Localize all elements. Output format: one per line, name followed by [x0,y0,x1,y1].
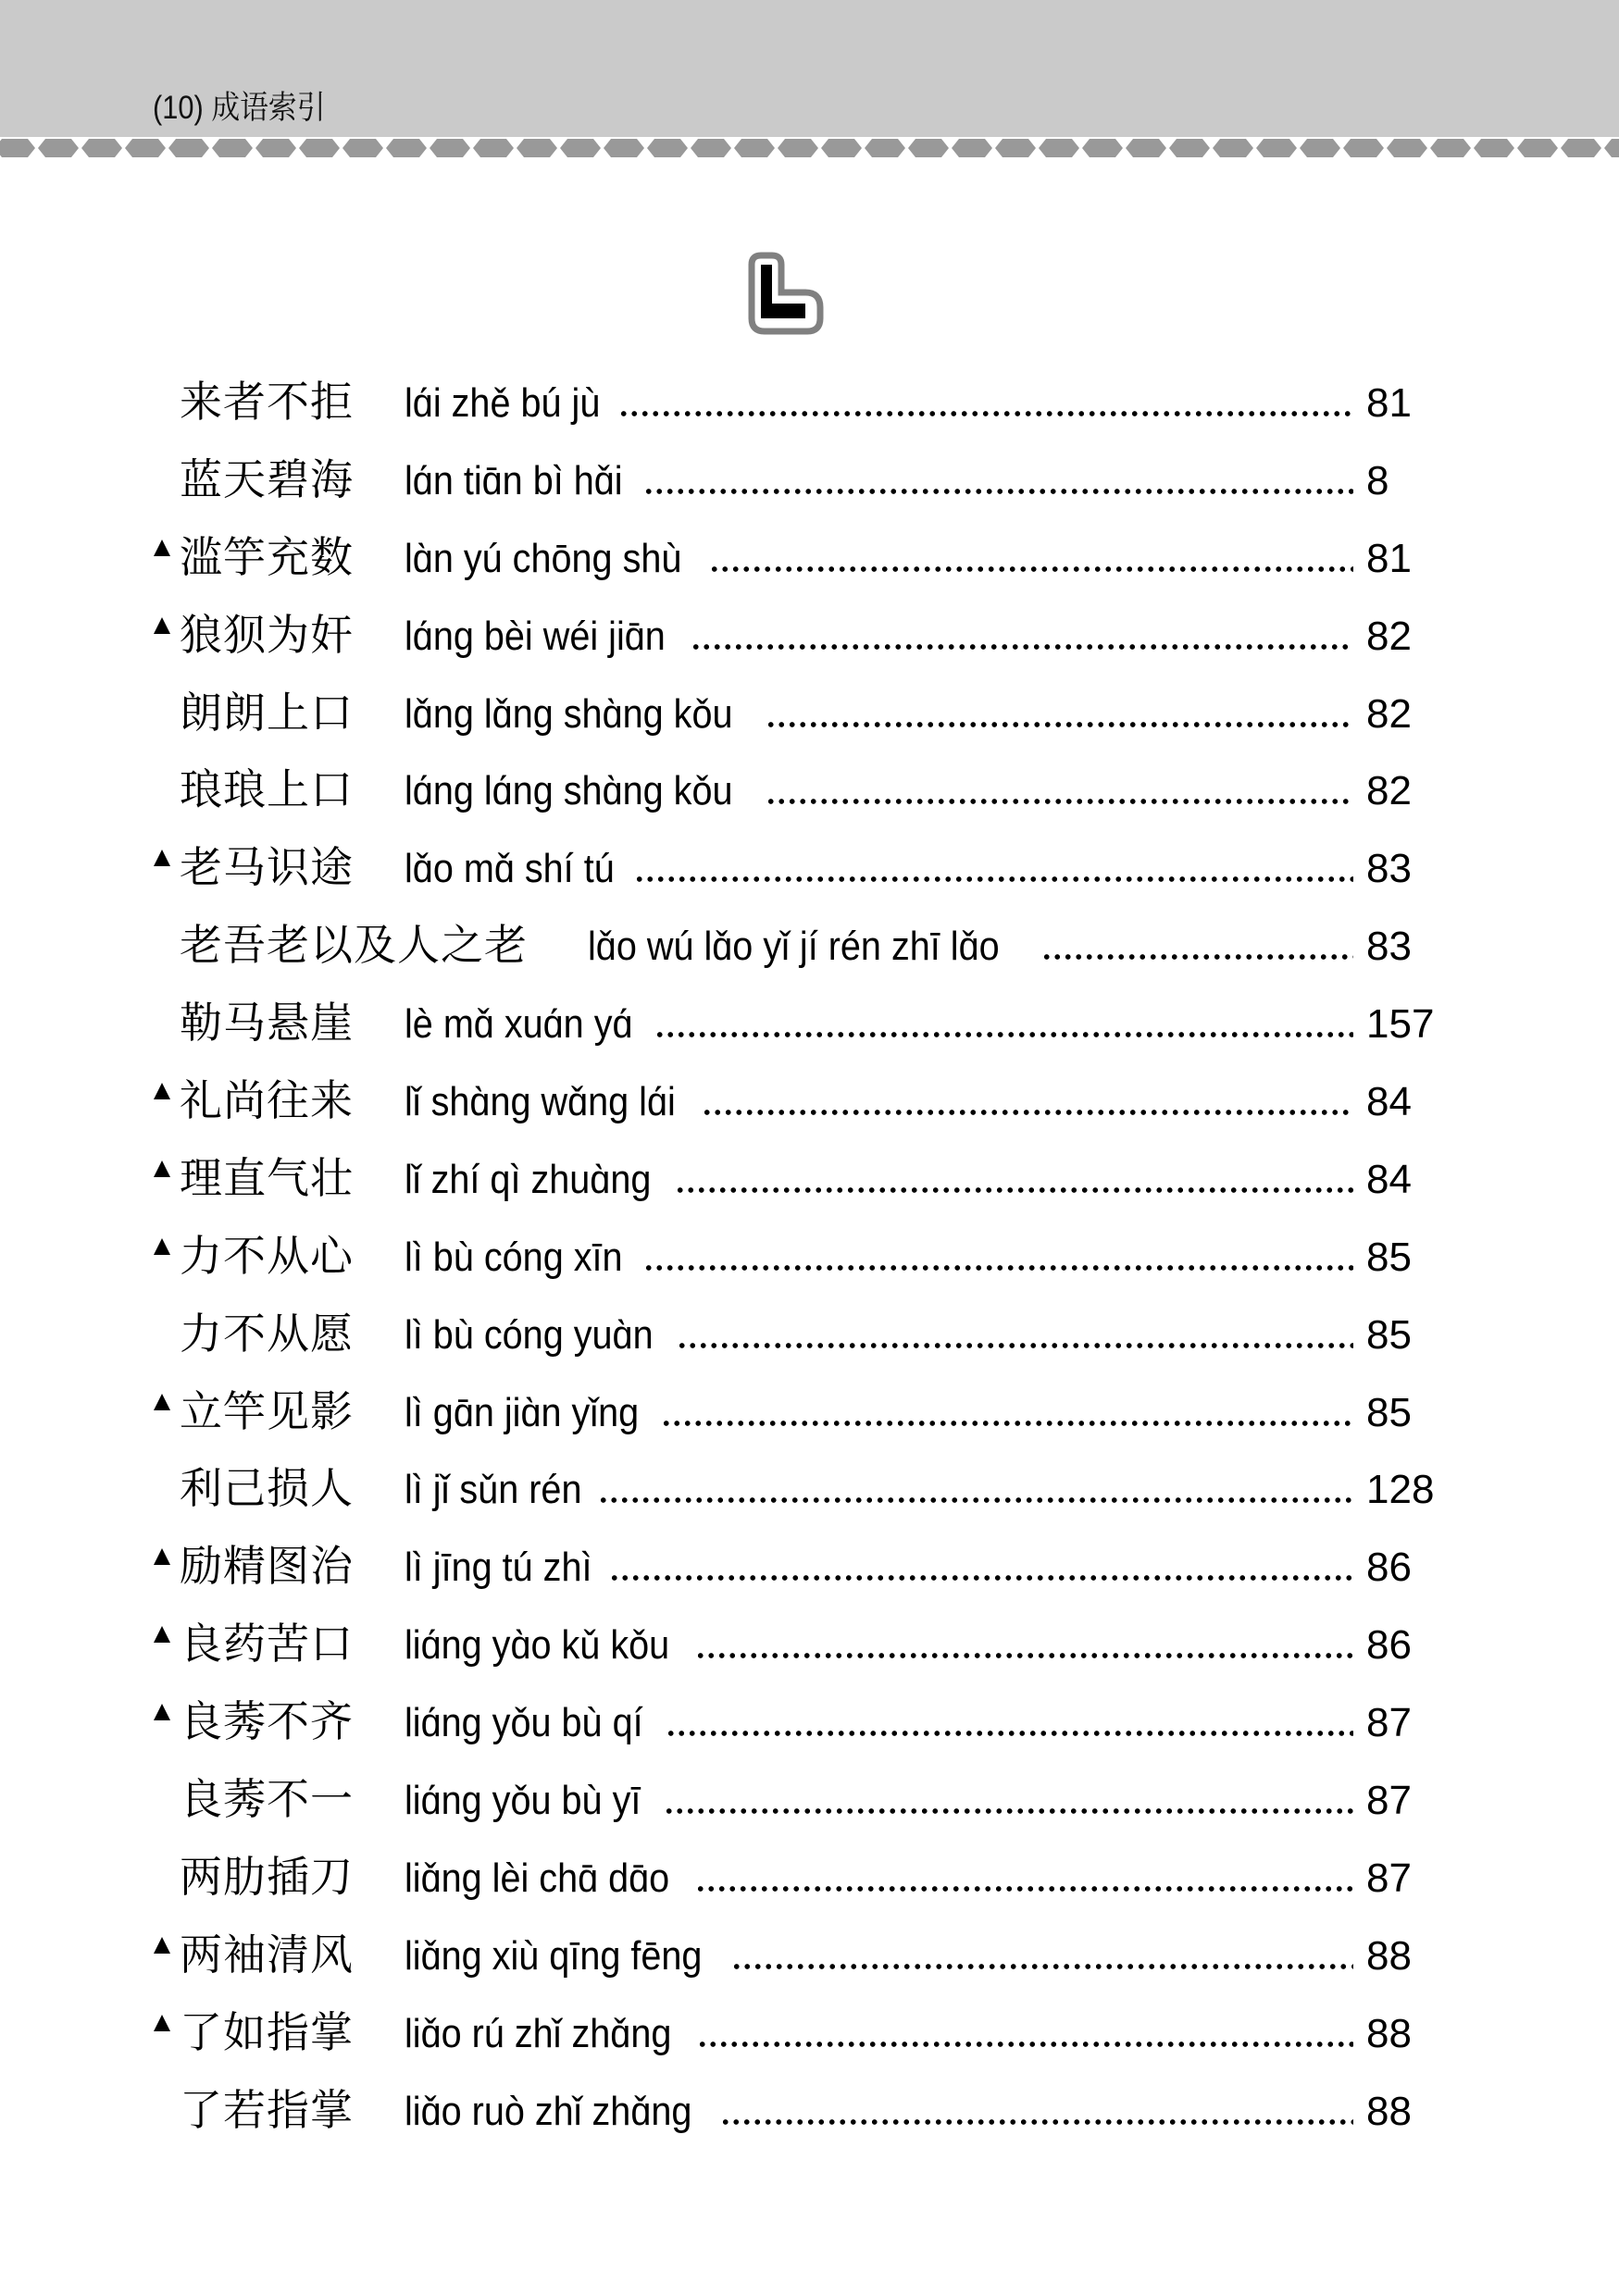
index-entry[interactable] [0,995,1619,1073]
idiom-text: 力不从愿 [180,1308,354,1359]
decorative-hexagon-border [0,137,1619,159]
pinyin-text: liɑ́ng yǒu bù qí [405,1700,643,1746]
index-entry[interactable] [0,374,1619,452]
entry-leader-row [405,765,1619,817]
index-entry[interactable] [0,1460,1619,1538]
idiom-text: 了如指掌 [180,2006,354,2057]
index-entry[interactable] [0,839,1619,917]
dot-leader [731,1964,1353,1969]
idiom-text: 琅琅上口 [180,764,354,815]
entry-leader-row [405,1387,1619,1439]
idiom-text: 良莠不一 [180,1774,354,1825]
entry-leader-row [405,1930,1619,1982]
entry-leader-row [588,921,1619,973]
key-idiom-triangle-icon [154,850,170,866]
pinyin-text: lè mɑ̌ xuɑ́n yɑ́ [405,1001,633,1048]
page-number[interactable]: 85 [1366,1234,1412,1280]
dot-leader [618,411,1353,416]
index-entry[interactable] [0,1849,1619,1927]
page-number[interactable]: 84 [1366,1156,1412,1202]
entry-leader-row [405,1309,1619,1361]
key-idiom-triangle-icon [154,617,170,634]
idiom-text: 滥竽充数 [180,531,354,582]
dot-leader [720,2119,1353,2125]
idiom-text: 两袖清风 [180,1929,354,1980]
idiom-text: 良药苦口 [180,1619,354,1669]
key-idiom-triangle-icon [154,2015,170,2031]
dot-leader [643,489,1353,494]
entry-leader-row [405,378,1619,429]
key-idiom-triangle-icon [154,1548,170,1565]
dot-leader [634,876,1353,882]
pinyin-text: liɑ̌ng xiù qīng fēng [405,1932,703,1979]
idiom-text: 理直气壮 [180,1152,354,1203]
idiom-text: 勒马悬崖 [180,998,354,1049]
index-entry[interactable] [0,1150,1619,1228]
idiom-text: 礼尚往来 [180,1075,354,1126]
pinyin-text: lɑ́n tiɑ̄n bì hɑ̌i [405,457,623,503]
dot-leader [609,1575,1353,1581]
index-entry[interactable] [0,2004,1619,2082]
pinyin-text: lǐ zhí qì zhuɑ̀ng [405,1156,652,1202]
page-number[interactable]: 87 [1366,1700,1412,1746]
pinyin-text: liɑ̌o rú zhǐ zhɑ̌ng [405,2010,672,2056]
page-number[interactable]: 87 [1366,1778,1412,1824]
page-number[interactable]: 88 [1366,1932,1412,1979]
key-idiom-triangle-icon [154,1083,170,1099]
entry-leader-row [405,1775,1619,1827]
pinyin-text: lɑ̌o wú lɑ̌o yǐ jí rén zhī lɑ̌o [588,924,1000,970]
idiom-text: 利己损人 [180,1463,354,1514]
entry-leader-row [405,1232,1619,1284]
entry-leader-row [405,1853,1619,1905]
dot-leader [654,1032,1353,1037]
idiom-text: 朗朗上口 [180,687,354,738]
page-number[interactable]: 82 [1366,690,1412,737]
entry-leader-row [405,533,1619,585]
dot-leader [695,1886,1353,1892]
pinyin-text: lɑ̀n yú chōng shù [405,535,682,581]
page-number[interactable]: 82 [1366,768,1412,814]
pinyin-text: lɑ́i zhě bú jù [405,380,601,426]
section-letter: L [655,159,656,160]
dot-leader [695,1653,1353,1658]
page-number[interactable]: 87 [1366,1855,1412,1901]
index-entry[interactable] [0,1073,1619,1150]
entry-leader-row [405,611,1619,663]
page-number[interactable]: 86 [1366,1545,1412,1591]
idiom-text: 良莠不齐 [180,1696,354,1747]
pinyin-text: lì bù cóng yuɑ̀n [405,1311,654,1358]
idiom-text: 蓝天碧海 [180,453,354,504]
entry-leader-row [405,689,1619,740]
key-idiom-triangle-icon [154,1238,170,1255]
dot-leader [766,722,1353,727]
pinyin-text: lì jǐ sǔn rén [405,1467,582,1513]
index-entry[interactable] [0,1616,1619,1694]
dot-leader [766,799,1353,804]
page-number[interactable]: 8 [1366,457,1389,503]
index-entry[interactable] [0,1538,1619,1616]
entry-leader-row [405,1076,1619,1128]
dot-leader [691,644,1353,650]
index-entry[interactable] [0,1228,1619,1306]
index-entry[interactable] [0,452,1619,529]
idiom-index-list [0,374,1619,2159]
index-entry[interactable] [0,1694,1619,1771]
page-number[interactable]: 84 [1366,1079,1412,1125]
page-number[interactable]: 128 [1366,1467,1435,1513]
idiom-text: 老吾老以及人之老 [180,920,528,971]
dot-leader [677,1343,1353,1348]
page-number[interactable]: 82 [1366,613,1412,659]
idiom-text: 狼狈为奸 [180,609,354,660]
key-idiom-triangle-icon [154,540,170,556]
entry-leader-row [405,2008,1619,2060]
entry-leader-row [405,1697,1619,1749]
entry-leader-row [405,1154,1619,1206]
page-number[interactable]: 85 [1366,1311,1412,1358]
index-entry[interactable] [0,1771,1619,1849]
pinyin-text: lǐ shɑ̀ng wɑ̌ng lɑ́i [405,1079,676,1125]
idiom-text: 老马识途 [180,842,354,893]
pinyin-text: lɑ́ng lɑ́ng shɑ̀ng kǒu [405,768,733,814]
idiom-text: 来者不拒 [180,377,354,427]
dot-leader [702,1110,1353,1115]
index-entry[interactable] [0,1306,1619,1384]
index-entry[interactable] [0,529,1619,607]
dot-leader [643,1265,1353,1271]
page-number[interactable]: 157 [1366,1001,1435,1048]
page-number[interactable]: 88 [1366,2010,1412,2056]
key-idiom-triangle-icon [154,1937,170,1954]
dot-leader [675,1187,1353,1193]
key-idiom-triangle-icon [154,1626,170,1643]
index-entry[interactable] [0,762,1619,839]
page-number[interactable]: 86 [1366,1622,1412,1669]
entry-leader-row [405,2086,1619,2138]
pinyin-text: lɑ̌o mɑ̌ shí tú [405,846,615,892]
page-number[interactable]: 83 [1366,846,1412,892]
key-idiom-triangle-icon [154,1704,170,1720]
header-band [0,0,1619,137]
page-header-title: (10) 成语索引 [153,90,326,126]
idiom-text: 立竿见影 [180,1385,354,1436]
page-number[interactable]: 88 [1366,2088,1412,2134]
entry-leader-row [405,455,1619,507]
dot-leader [709,566,1353,572]
index-entry[interactable] [0,917,1619,995]
key-idiom-triangle-icon [154,1394,170,1410]
index-entry[interactable] [0,1384,1619,1461]
index-entry[interactable] [0,1927,1619,2004]
index-entry[interactable] [0,607,1619,685]
page-number[interactable]: 81 [1366,380,1412,426]
entry-leader-row [405,1542,1619,1594]
dot-leader [697,2042,1353,2047]
dot-leader [661,1421,1353,1426]
index-entry[interactable] [0,685,1619,763]
page-number[interactable]: 85 [1366,1389,1412,1435]
pinyin-text: liɑ́ng yɑ̀o kǔ kǒu [405,1622,670,1669]
dot-leader [1041,954,1353,960]
index-entry[interactable] [0,2082,1619,2160]
pinyin-text: liɑ̌ng lèi chɑ̄ dɑ̄o [405,1855,670,1901]
key-idiom-triangle-icon [154,1160,170,1177]
pinyin-text: lì gɑ̄n jiɑ̀n yǐng [405,1389,640,1435]
dot-leader [598,1497,1353,1503]
idiom-text: 力不从心 [180,1230,354,1281]
entry-leader-row [405,1464,1619,1516]
section-letter-badge [655,159,826,335]
dot-leader [664,1808,1353,1814]
pinyin-text: lì bù cóng xīn [405,1234,623,1280]
page-number[interactable]: 83 [1366,924,1412,970]
dot-leader [666,1731,1353,1736]
idiom-text: 励精图治 [180,1541,354,1592]
pinyin-text: lɑ́ng bèi wéi jiɑ̄n [405,613,666,659]
pinyin-text: liɑ́ng yǒu bù yī [405,1778,641,1824]
pinyin-text: lì jīng tú zhì [405,1545,592,1591]
idiom-text: 两肋插刀 [180,1851,354,1902]
entry-leader-row [405,843,1619,895]
entry-leader-row [405,999,1619,1050]
pinyin-text: lɑ̌ng lɑ̌ng shɑ̀ng kǒu [405,690,733,737]
page-number[interactable]: 81 [1366,535,1412,581]
pinyin-text: liɑ̌o ruò zhǐ zhɑ̌ng [405,2088,692,2134]
entry-leader-row [405,1620,1619,1671]
idiom-text: 了若指掌 [180,2084,354,2135]
